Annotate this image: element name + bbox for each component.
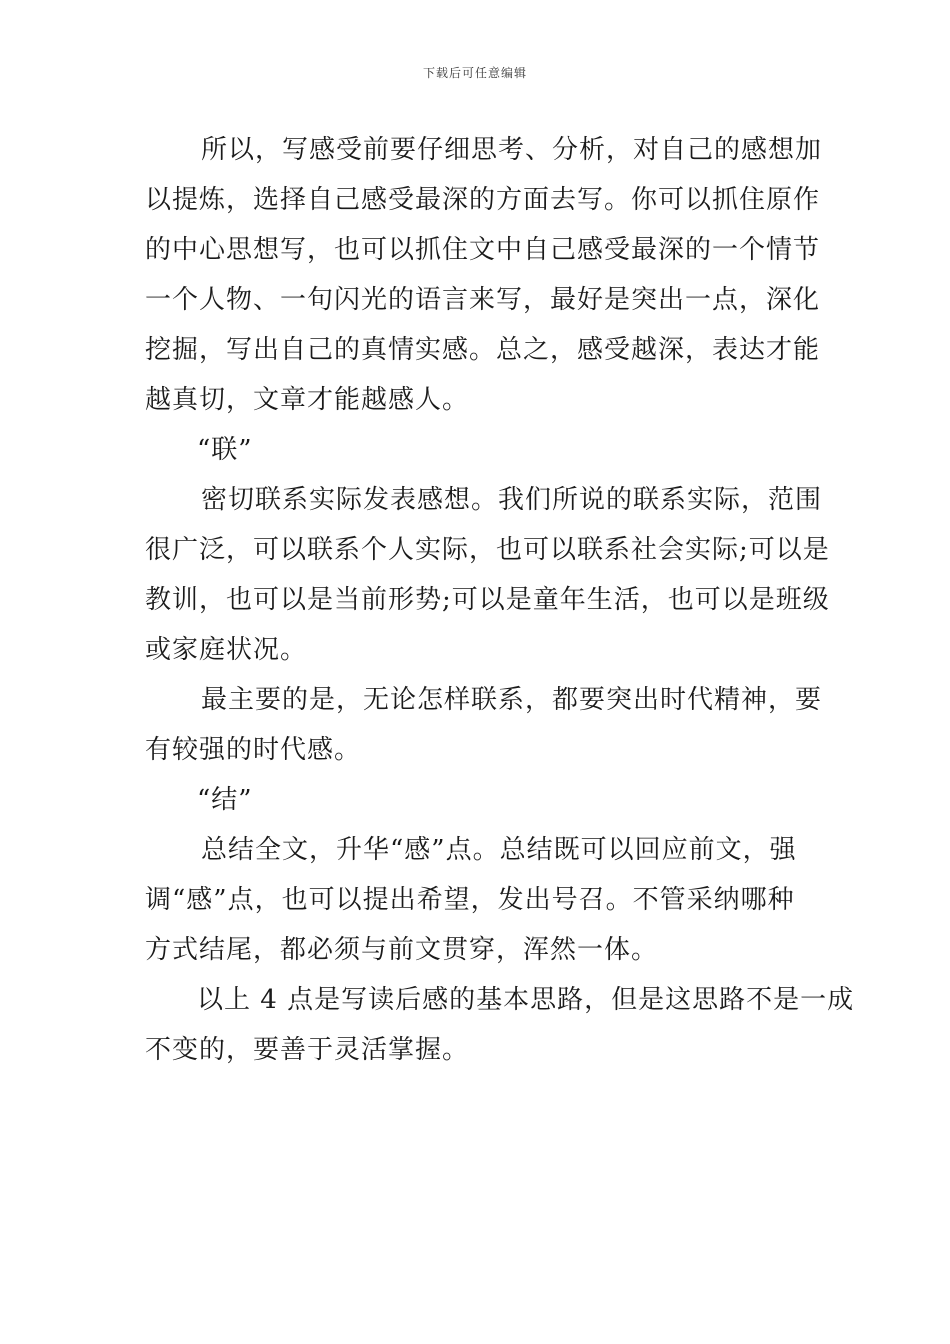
paragraph-era-spirit (145, 675, 823, 775)
text-line: 总结全文，升华“感”点。总结既可以回应前文，强 (201, 835, 797, 865)
text-line: 挖掘，写出自己的真情实感。总之，感受越深，表达才能 (145, 335, 821, 365)
section-heading-jie: “结” (197, 785, 253, 815)
text-line: 很广泛，可以联系个人实际，也可以联系社会实际;可以是 (145, 535, 830, 565)
text-line: 教训，也可以是当前形势;可以是童年生活，也可以是班级 (145, 585, 830, 615)
text-line: 或家庭状况。 (145, 635, 308, 665)
page-header-caption: 下载后可任意编辑 (422, 66, 527, 80)
text-line: 一个人物、一句闪光的语言来写，最好是突出一点，深化 (145, 285, 821, 315)
paragraph-summary-advice (145, 125, 823, 425)
text-line: 有较强的时代感。 (145, 735, 362, 765)
text-line: 以上 4 点是写读后感的基本思路，但是这思路不是一成 (197, 985, 855, 1015)
text-line: 的中心思想写，也可以抓住文中自己感受最深的一个情节 (145, 235, 821, 265)
text-line: 以提炼，选择自己感受最深的方面去写。你可以抓住原作 (145, 185, 821, 215)
paragraph-connect-reality (145, 475, 830, 675)
section-heading-lian: “联” (197, 435, 253, 465)
text-line: 方式结尾，都必须与前文贯穿，浑然一体。 (145, 935, 659, 965)
text-line: 越真切，文章才能越感人。 (145, 385, 470, 415)
text-line: 最主要的是，无论怎样联系，都要突出时代精神，要 (201, 685, 823, 715)
paragraph-closing (145, 975, 855, 1075)
text-line: 密切联系实际发表感想。我们所说的联系实际，范围 (201, 485, 823, 515)
text-line: 所以，写感受前要仔细思考、分析，对自己的感想加 (201, 135, 823, 165)
document-body (145, 125, 855, 1075)
text-line: 调“感”点，也可以提出希望，发出号召。不管采纳哪种 (145, 885, 795, 915)
text-line: 不变的，要善于灵活掌握。 (145, 1035, 470, 1065)
paragraph-conclusion (145, 825, 807, 975)
